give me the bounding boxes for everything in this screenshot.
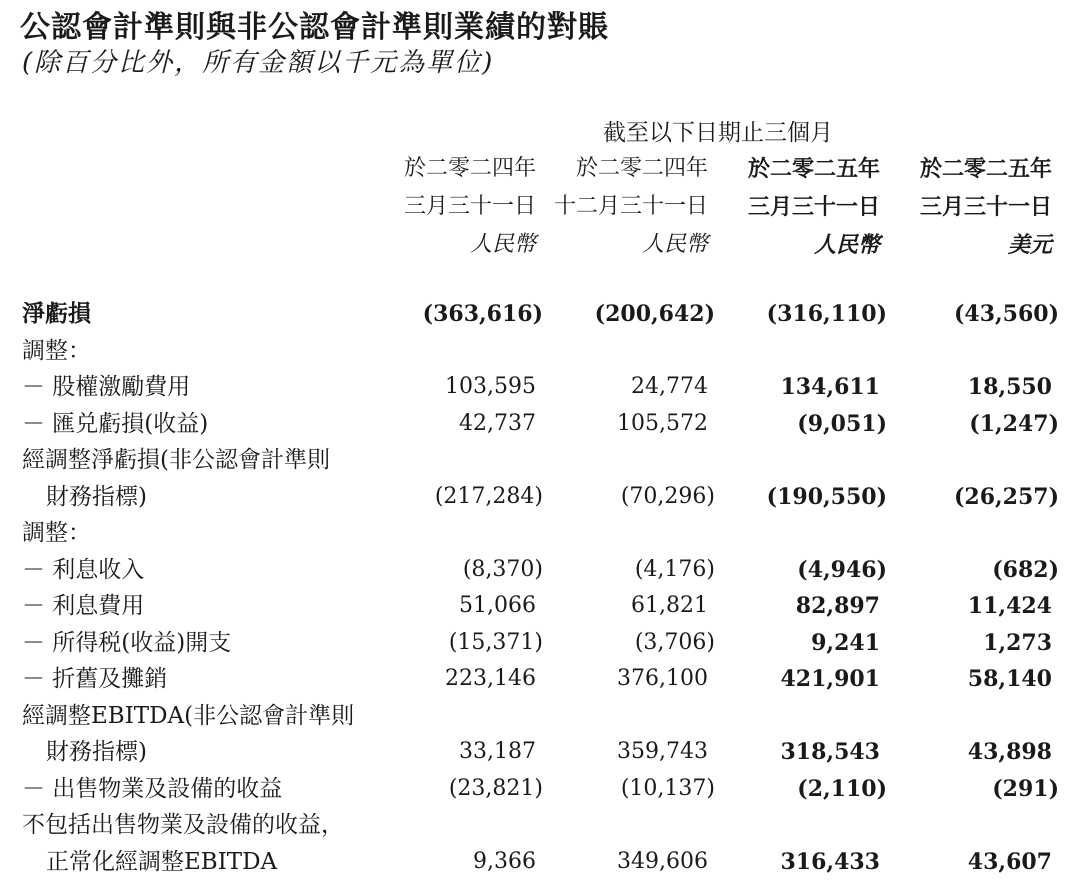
column-date-line2: 三月三十一日 [919, 194, 1052, 220]
row-value-col3: (9,051) [797, 410, 887, 437]
row-value-col2: 61,821 [631, 593, 708, 618]
row-value-col2: (70,296) [620, 483, 715, 509]
column-header-1 [404, 150, 536, 264]
table-row [0, 588, 1080, 625]
row-value-col1: 223,146 [445, 666, 536, 691]
row-value-col4: (291) [992, 775, 1059, 802]
row-value-col4: 43,898 [967, 739, 1052, 765]
row-label: 正常化經調整EBITDA [46, 848, 278, 875]
row-value-col3: 134,611 [780, 374, 880, 400]
row-value-col2: (3,706) [634, 629, 715, 655]
column-date-line1: 於二零二五年 [919, 156, 1052, 182]
row-label: － 所得税(收益)開支 [22, 629, 232, 656]
column-header-2 [554, 150, 708, 264]
row-value-col1: (8,370) [462, 556, 543, 582]
row-value-col3: (2,110) [797, 775, 887, 802]
column-date-line2: 十二月三十一日 [553, 194, 708, 219]
table-row [0, 552, 1080, 589]
table-row [0, 698, 1080, 735]
row-value-col3: 318,543 [780, 739, 880, 765]
row-value-col4: 58,140 [967, 666, 1052, 692]
row-value-col2: 105,572 [617, 410, 708, 436]
column-date-line1: 於二零二四年 [575, 156, 708, 181]
row-value-col2: (200,642) [594, 301, 715, 327]
row-value-col3: 316,433 [780, 848, 880, 875]
column-currency: 美元 [1007, 232, 1052, 258]
row-label: 經調整淨虧損(非公認會計準則 [22, 447, 330, 473]
row-value-col3: (316,110) [766, 301, 887, 327]
row-value-col4: (26,257) [953, 483, 1059, 510]
table-row [0, 406, 1080, 443]
row-value-col4: (682) [992, 556, 1059, 583]
row-value-col3: (190,550) [766, 483, 887, 510]
row-value-col2: 376,100 [617, 666, 708, 691]
table-row [0, 734, 1080, 771]
row-label: 調整： [22, 337, 91, 364]
row-value-col3: (4,946) [797, 556, 887, 583]
page-subtitle: (除百分比外，所有金額以千元為單位) [22, 48, 495, 78]
column-currency: 人民幣 [469, 232, 536, 257]
column-header-4 [920, 150, 1052, 264]
row-value-col4: (43,560) [953, 301, 1059, 327]
row-label: － 股權激勵費用 [22, 374, 191, 400]
row-label: － 利息收入 [22, 556, 145, 583]
table-row [0, 333, 1080, 370]
table-row [0, 771, 1080, 808]
row-label: 經調整EBITDA(非公認會計準則 [22, 702, 355, 729]
row-label: 財務指標) [46, 483, 147, 510]
table-row [0, 625, 1080, 662]
table-row [0, 515, 1080, 552]
row-label: － 匯兑虧損(收益) [22, 410, 209, 437]
row-value-col2: 349,606 [617, 848, 708, 874]
table-row [0, 296, 1080, 333]
row-value-col4: 18,550 [967, 374, 1052, 400]
row-value-col3: 9,241 [811, 629, 880, 656]
row-value-col1: 51,066 [459, 593, 536, 618]
row-label: － 折舊及攤銷 [22, 666, 168, 692]
row-value-col1: (15,371) [448, 629, 543, 655]
table-row [0, 661, 1080, 698]
table-row [0, 442, 1080, 479]
column-header-3 [748, 150, 880, 264]
row-value-col3: 421,901 [780, 666, 880, 692]
row-value-col2: 359,743 [617, 739, 708, 764]
column-date-line1: 於二零二四年 [403, 156, 536, 181]
row-value-col2: (4,176) [634, 556, 715, 582]
row-value-col1: 33,187 [459, 739, 536, 764]
reconciliation-table [0, 296, 1080, 880]
column-date-line2: 三月三十一日 [747, 194, 880, 220]
row-value-col1: 42,737 [459, 410, 536, 436]
row-value-col1: (23,821) [448, 775, 543, 801]
row-value-col1: 9,366 [473, 848, 536, 874]
row-value-col4: (1,247) [969, 410, 1059, 437]
column-date-line2: 三月三十一日 [403, 194, 536, 219]
row-label: － 出售物業及設備的收益 [22, 775, 283, 802]
row-label: 淨虧損 [22, 300, 91, 327]
row-label: 財務指標) [46, 739, 147, 765]
table-row [0, 479, 1080, 516]
row-label: 不包括出售物業及設備的收益， [22, 812, 344, 838]
page-title: 公認會計準則與非公認會計準則業績的對賬 [20, 10, 609, 45]
row-value-col4: 11,424 [967, 593, 1052, 619]
row-value-col3: 82,897 [795, 593, 880, 619]
row-value-col1: 103,595 [445, 374, 536, 399]
table-row [0, 807, 1080, 844]
row-value-col1: (363,616) [422, 301, 543, 327]
row-value-col4: 43,607 [967, 848, 1052, 875]
row-value-col1: (217,284) [434, 483, 543, 509]
column-currency: 人民幣 [813, 232, 880, 258]
row-value-col2: 24,774 [631, 374, 708, 399]
table-row [0, 369, 1080, 406]
row-value-col2: (10,137) [620, 775, 715, 801]
row-label: 調整： [22, 520, 91, 546]
period-header: 截至以下日期止三個月 [603, 120, 833, 146]
column-currency: 人民幣 [641, 232, 708, 257]
row-label: － 利息費用 [22, 593, 145, 619]
table-row [0, 844, 1080, 881]
column-date-line1: 於二零二五年 [747, 156, 880, 182]
row-value-col4: 1,273 [983, 629, 1052, 656]
